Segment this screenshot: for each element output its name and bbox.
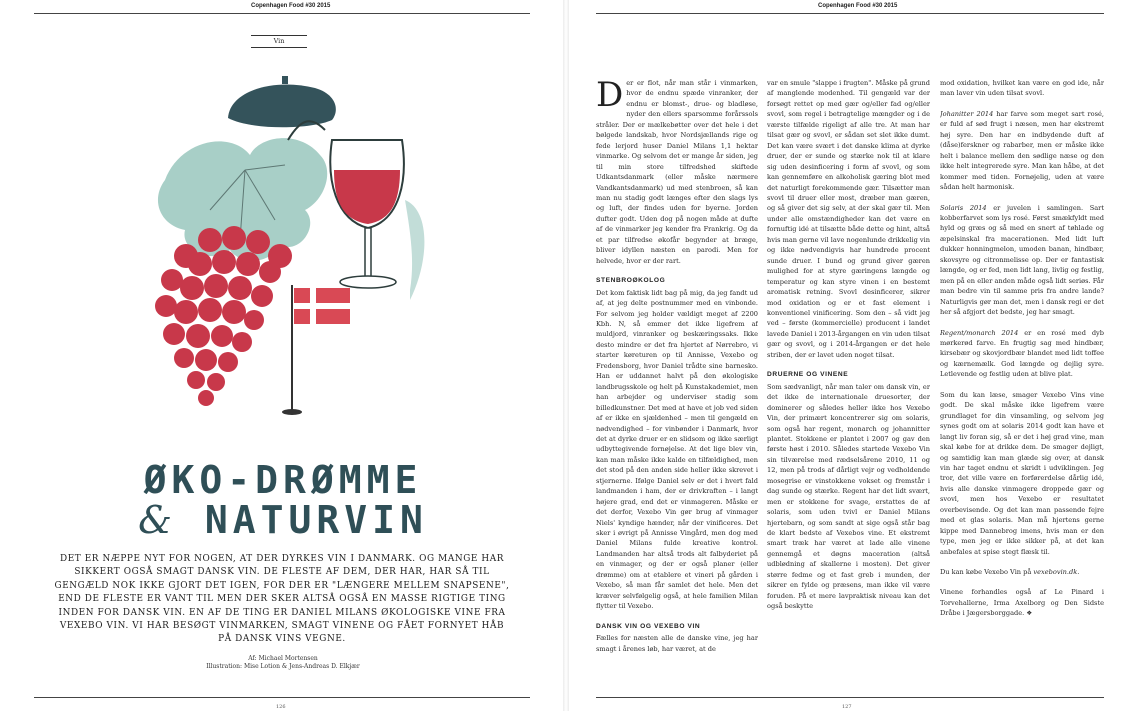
article-column-2 [767,78,930,693]
subheading-druerne: DRUERNE OG VINENE [767,371,849,379]
body-paragraph: Fælles for næsten alle de danske vine, jeg har smagt i årenes løb, har været, at de [596,634,758,653]
article-title-line2 [0,498,566,542]
body-paragraph: Som sædvanligt, når man taler om dansk vin, er det ikke de internationale druesorter, der dominerer og således heller ikke hos Vexebo Vin, der primært koncentrerer sig om solaris, som også har regent, monarch og johannitter plantet. Stokkene er plantet i 2007 og gav den første høst i 2010. Således startede Vexebo Vin sin tilværelse med rædselsårene 2010, 11 og 12, men på trods af dårligt vejr og vedholdende mosegrise er vinstokkene vokset og fremstår i dag sunde og stærke. Regent har det lidt svært, men er stokkene for svage, erstattes de af solaris, som uden tvivl er Daniel Milans hjertebarn, og som sandt at sige også står bag de klart bedste af Vexebos vine. Et ekstremt smart træk har været at lade alle vinene gennemgå et døgns maceration (altså udblødning af skallerne i mosten). Det giver større fedme og et fast greb i munden, der sikrer en fylde og præsens, man ikke vil være foruden. På et mere lavpraktisk niveau kan det også beskytte [767,382,930,611]
lead-paragraph: DET ER NÆPPE NYT FOR NOGEN, AT DER DYRKES VIN I DANMARK. OG MANGE HAR SIKKERT OGSÅ SMAGT DANSK VIN. DE FLESTE AF DEM, DER HAR, HAR SÅ TIL GENGÆLD NOK IKKE GJORT DET IGEN, FOR DER ER "LÆNGERE MELLEM SNAPSENE", END DE FLESTE ER VANT TIL MEN DER SKER ALTSÅ OGSÅ EN MASSE RIGTIGE TING INDEN FOR DANSK VIN. EN AF DE TING ER DANIEL MILANS ØKOLOGISKE VINE FRA VEXEBO VIN. VI HAR BESØGT VINMARKEN, SMAGT VINENE OG FÅET FORNYET HÅB PÅ DANSK VINS VEGNE. [54,554,510,645]
wine-review-solaris: Solaris 2014 er juvelen i samlingen. Sart kobberfarvet som lys rosé. Først smækfyldt med hyld og græs og så med en snert af tøhlade og æpelsinskal fra macerationen. Med lidt luft dukker honningmelon, umoden banan, hindbær, skovsyre og citronmelisse op. Der er fantastisk længde, og er fed, men lidt lang, livlig og festlig, men på en eller anden måde også lidt seriøs. Får man bedre vin til samme pris fra andre lande? Naturligvis gør man det, men i dansk regi er det her så afgjort det bedste, jeg har smagt. [940,203,1104,317]
illustration-credit: Illustration: Mise Lotion & Jens-Andreas D. Elkjær [206,663,360,670]
buy-info: Du kan købe Vexebo Vin på vexebovin.dk. [940,568,1080,577]
article-column-1 [596,78,758,693]
footer-rule-left [34,697,530,698]
page-number-left: 126 [276,704,286,710]
wine-glass-icon [330,140,424,300]
vexebovin-link[interactable]: vexebovin.dk [1033,568,1078,577]
subheading-dansk-vin: DANSK VIN OG VEXEBO VIN [596,622,701,630]
body-paragraph: Det kom faktisk lidt bag på mig, da jeg fandt ud af, at jeg delte postnummer med en vinbonde. For selvom jeg holder vældigt meget af 2200 Kbh. N, så emmer det ikke ligefrem af muldjord, vinranker og beskæringssaks. Ikke desto mindre er det fra hjertet af Nørrebro, vi starter køreturen op til Annisse, Vexebo og Fredensborg, hvor Daniel trådte sine barnesko. Han er uddannet halvt på den økologiske landbrugsskole og helt på Kunstakademiet, men han arbejder og underviser stadig som billedkunstner. Det med at have et job ved siden af er ikke en sjældenhed – men til gengæld en nødvendighed – for vinbønder i Danmark, hvor det at dyrke druer er en slidsom og ikke særligt udbyttegivende fornøjelse. At det lige blev vin, kan man måske ikke kalde en tilfældighed, men det stod på den anden side heller ikke skrevet i stjernerne. Ifølge Daniel selv er det i hvert fald landmanden i ham, der er drivkraften – i langt højere grad, end det er vinmageren. Måske er det derfor, Vexebo Vin gør brug af vinmager Niels' kyndige hænder, når der vinificeres. Det sker i øvrigt på Annisse Vingård, men dog med Daniel Milans fulde kreative kontrol. Landmanden har altså trods alt falbyderiet på en vinmager, og der er også planer (eller drømme) om at etablere et vineri på gården i Vexebo, så man får samlet det hele. Men det kræver selvfølgelig også, at hele familien Milan flytter til Vexebo. [596,288,758,611]
title-word: NATURVIN [204,498,428,542]
title-ampersand: & [138,498,177,542]
body-paragraph: mod oxidation, hvilket kan være en god ide, når man laver vin uden tilsat svovl. [940,79,1104,98]
page-gutter [563,0,569,711]
running-header-left: Copenhagen Food #30 2015 [251,3,331,9]
article-title-line1: ØKO-DRØMME [143,458,423,502]
article-column-3 [940,78,1104,693]
grapes-icon [155,226,292,406]
header-rule-left [34,13,530,14]
running-header-right: Copenhagen Food #30 2015 [818,3,898,9]
page-number-right: 127 [842,704,852,710]
wine-review-johanitter: Johanitter 2014 har farve som meget sart rosé, er fuld af sød frugt i næsen, men har ekstremt høj syre. Den har en indbydende duft af (dåse)ferskner og rabarber, men er måske ikke helt i balance mellem den sødlige næse og den ikke helt integrerede syre. Man kan håbe, at det kommer med tiden. Fornøjelig, uden at være sådan helt harmonisk. [940,109,1104,192]
header-rule-right [596,13,1104,14]
body-paragraph: var en smule "slappe i frugten". Måske på grund af manglende modenhed. Til gengæld var der forsøgt rettet op med gær og/eller fad og/eller svovl, som regel i betragtelige mængder og i de værste tilfælde rigeligt af alle tre. At man har tilsat gær og svovl, er sådan set slet ikke dumt. Det kan være svært i det danske klima at dyrke druer, der er sunde og stærke nok til at klare sig uden desinficering i form af svovl, og som kan gennemføre en alkoholisk gæring blot med det naturligt forekommende gær. Tilsætter man svovl til druer eller most, dræber man gæren, og så giver det sig selv, at der skal gær til. Men under alle omstændigheder kan det være en fornuftig idé at tilsætte både dette og hint, altså hvis man gerne vil lave nogenlunde drikkelig vin og ikke nødvendigvis har hundrede procent sunde druer. I bund og grund giver gæren mulighed for at styre gæringens længde og temperatur og kan styre vinen i en bestemt aromatisk retning. Svovl desinficerer, sikrer mod oxidation og er et fast element i konventionel vinificering. Som den – så vidt jeg ved – første (kommercielle) producent i landet lavede Daniel i 2013-årgangen en vin uden tilsat gær og svovl, og i 2014-årgangen er det hele striben, der er lavet uden noget tilsat. [767,79,930,359]
drop-cap: D [596,78,624,115]
wine-illustration [110,60,440,450]
section-tag: Vin [251,35,307,48]
body-paragraph: Som du kan læse, smager Vexebo Vins vine godt. De skal måske ikke ligefrem være grundlaget for din vinsamling, og selvom jeg synes godt om at solaris 2014 godt kan have et langt liv foran sig, så er det i høj grad vine, man skal købe for at drikke dem. De smager dejligt, og samtidig kan man glæde sig over, at dansk vin har taget endnu et skridt i udviklingen. Jeg tror, det ville være en forførerdelse dårlig idé, hvis alle danske vinmagere droppede gær og svovl, men hos Vexebo er resultatet overbevisende. Og det kan man passende fejre med et glas solaris. Man må hjertens gerne kippe med Dannebrog imens, hvis man er den type, men jeg er ikke sikker på, at det kan anbefales at spise stegt flæsk til. [940,390,1104,556]
author-credit: Af: Michael Mortensen [248,655,318,662]
intro-paragraph: Der er flot, når man står i vinmarken, hvor de endnu spæde vinranker, der endnu er blomst-, drue- og bladløse, nyder den ellers sparsomme forårssols stråler. Der er mælkebøtter over det hele i det bølgede landskab, hvor Nordsjællands rige og fede lerjord huser Daniel Milans 1,1 hektar vinmarke. Og selvom det er mange år siden, jeg til min store tilfredshed skiftede Udkantsdanmark (eller måske nærmere Vandkantsdanmark) ud med stenbroen, så kan man nu stadig godt længes efter den slags lys og luft, der findes uden for byerne. Jorden dufter godt. Uden dog på nogen måde at dufte af de vinmarker jeg kender fra Frankrig. Og da et par tilfredse økofår begynder at bræge, bliver idyllen næsten en parodi. Men for helvede, hvor er der rart. [596,78,758,265]
subheading-stenbroekolog: STENBROØKOLOG [596,277,666,285]
danish-flag-icon [282,285,350,415]
retailers-info: Vinene forhandles også af Le Pinard i Torvehallerne, Irma Axelborg og Den Sidste Dråbe i Jægersborggade. ❖ [940,588,1104,618]
beret-icon [228,76,336,127]
wine-review-regent: Regent/monarch 2014 er en rosé med dyb mørkerød farve. En frugtig sag med hindbær, kirsebær og skovjordbær blandet med lidt toffee og kærnemælk. God længde og dejlig syre. Letlevende og festlig uden at blive plat. [940,328,1104,379]
footer-rule-right [596,697,1104,698]
